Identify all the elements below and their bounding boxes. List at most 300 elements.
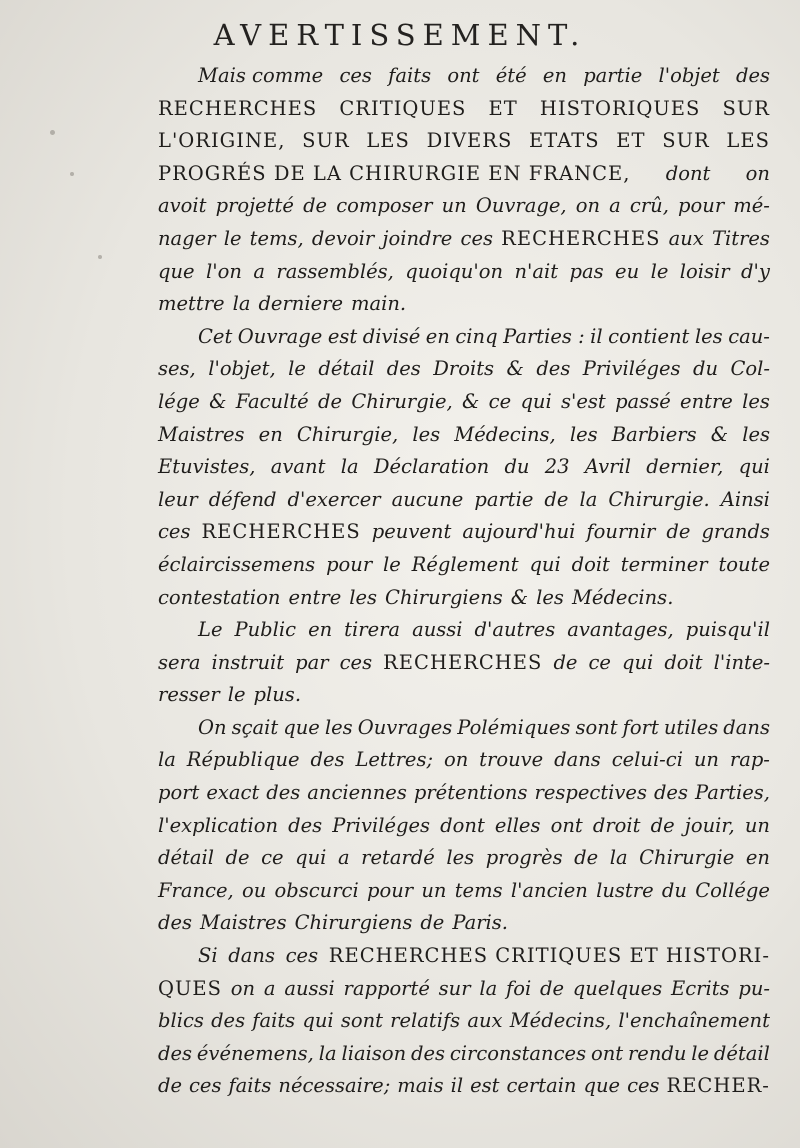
word: la	[158, 748, 176, 772]
word: pour	[366, 878, 414, 902]
word: événemens,	[196, 1041, 314, 1065]
word: que	[583, 1074, 621, 1098]
word: certain	[506, 1074, 577, 1098]
word: respectives	[534, 781, 647, 805]
word: Titres	[711, 226, 770, 250]
word: mais	[397, 1074, 444, 1098]
word: &	[710, 422, 729, 446]
word: RECHERCHES	[501, 226, 661, 250]
word: a	[609, 194, 621, 218]
word: ses,	[158, 357, 196, 381]
word: des	[536, 357, 571, 381]
word: Le	[198, 618, 223, 642]
word: retardé	[361, 846, 435, 870]
text-line	[158, 1038, 770, 1071]
word: loisir	[679, 259, 730, 283]
word: Chirurgie,	[351, 389, 453, 413]
word: QUES	[158, 976, 223, 1000]
word: l'objet,	[208, 357, 276, 381]
word: été	[495, 64, 527, 87]
word: qui	[529, 552, 561, 576]
word: exact	[206, 781, 260, 805]
word: Priviléges	[582, 357, 681, 381]
word: port	[158, 781, 200, 805]
word: n'ait	[514, 259, 559, 283]
word: des	[386, 357, 421, 381]
word: Etuvistes,	[158, 455, 256, 479]
word: dans	[554, 748, 601, 772]
body-text	[158, 60, 770, 1103]
paragraph	[158, 60, 770, 321]
word: Collége	[695, 878, 770, 902]
word: ces	[460, 226, 493, 250]
word: des	[288, 813, 323, 837]
word: par	[295, 650, 329, 674]
word: aux	[467, 1009, 503, 1033]
word: SUR	[662, 129, 710, 153]
word: qui	[738, 455, 770, 479]
word: a	[263, 976, 276, 1000]
word: on	[745, 161, 770, 185]
word: en	[425, 324, 450, 348]
word: ces	[285, 944, 319, 968]
word: Médecins.	[571, 585, 674, 609]
word: faits	[252, 1009, 296, 1033]
word: la	[232, 292, 251, 316]
word: LES	[726, 129, 770, 153]
word: ET	[488, 96, 518, 120]
word: L'ORIGINE,	[158, 129, 286, 153]
word: peuvent	[371, 520, 452, 544]
text-line	[158, 842, 770, 875]
word: de	[420, 911, 445, 935]
word: ont	[590, 1041, 624, 1065]
word: circonstances	[449, 1041, 587, 1065]
text-line	[158, 386, 770, 419]
word: la	[318, 1041, 337, 1065]
word: faits	[388, 64, 432, 87]
word: un	[441, 194, 467, 218]
word: Ecrits	[671, 976, 730, 1000]
word: du	[504, 455, 530, 479]
word: Lettres;	[355, 748, 434, 772]
text-line	[158, 353, 770, 386]
word: tems	[454, 878, 503, 902]
word: du	[693, 357, 719, 381]
word: Chirurgiens	[385, 585, 503, 609]
word: de	[539, 976, 565, 1000]
word: pour	[326, 552, 373, 576]
word: un	[421, 878, 447, 902]
word: leur	[158, 487, 198, 511]
word: les	[324, 715, 353, 739]
word: a	[253, 259, 265, 283]
word: terminer	[620, 552, 708, 576]
word: les	[742, 422, 770, 446]
word: en	[308, 618, 333, 642]
word: ces	[339, 64, 372, 87]
word: en	[745, 846, 770, 870]
word: de	[303, 194, 328, 218]
word: du	[661, 878, 687, 902]
word: en	[258, 422, 283, 446]
word: d'autres	[474, 618, 556, 642]
word: droit	[592, 813, 641, 837]
word: rapporté	[343, 976, 430, 1000]
foxing-spot	[70, 172, 74, 176]
text-line	[158, 516, 770, 549]
word: Avril	[584, 455, 631, 479]
word: de	[666, 520, 691, 544]
word: dans	[228, 944, 275, 968]
word: sera	[158, 650, 201, 674]
word: Ouvrages	[357, 715, 453, 739]
word: Chirurgiens	[294, 911, 413, 935]
word: de	[544, 487, 569, 511]
word: instruit	[211, 650, 285, 674]
word: Barbiers	[611, 422, 697, 446]
word: des	[158, 1041, 193, 1065]
word: passé	[615, 389, 671, 413]
word: l'enchaînement	[618, 1009, 770, 1033]
text-line	[158, 1005, 770, 1038]
word: dont	[440, 813, 485, 837]
word: un	[693, 748, 719, 772]
word: anciennes	[307, 781, 407, 805]
word: de	[318, 389, 343, 413]
word: RECHERCHES CRITIQUES ET HISTORI-	[328, 944, 770, 968]
word: de	[158, 1074, 183, 1098]
word: des	[211, 1009, 246, 1033]
text-line	[158, 712, 770, 745]
word: contestation	[158, 585, 281, 609]
word: rassemblés,	[276, 259, 394, 283]
word: projetté	[215, 194, 294, 218]
text-line	[158, 549, 770, 582]
word: ce	[488, 389, 512, 413]
word: grands	[701, 520, 770, 544]
word: le	[288, 357, 306, 381]
word: ces	[189, 1074, 222, 1098]
word: nécessaire;	[278, 1074, 391, 1098]
text-line	[158, 190, 770, 223]
word: l'inte-	[713, 650, 770, 674]
word: Mais comme	[198, 64, 324, 87]
word: éclaircissemens	[158, 552, 316, 576]
word: Maistres	[158, 422, 245, 446]
word: mé-	[733, 194, 770, 218]
word: composer	[336, 194, 433, 218]
word: des	[653, 781, 688, 805]
text-line	[158, 288, 770, 321]
word: ce	[261, 846, 284, 870]
word: eu	[615, 259, 640, 283]
word: République	[186, 748, 300, 772]
word: détail	[713, 1041, 770, 1065]
text-line	[158, 582, 770, 615]
word: est	[470, 1074, 500, 1098]
word: fort	[622, 715, 659, 739]
word: partie	[583, 64, 643, 87]
word: un	[744, 813, 770, 837]
word: tems,	[249, 226, 304, 250]
paragraph	[158, 940, 770, 1103]
text-line	[158, 679, 770, 712]
word: Si	[198, 944, 218, 968]
word: lustre	[596, 878, 654, 902]
word: crû,	[629, 194, 669, 218]
text-line	[158, 93, 770, 126]
word: joindre	[382, 226, 453, 250]
word: HISTORIQUES	[539, 96, 701, 120]
word: ces	[158, 520, 191, 544]
word: la	[579, 487, 598, 511]
word: Parties :	[503, 324, 585, 348]
text-line	[158, 777, 770, 810]
word: il	[450, 1074, 464, 1098]
text-line	[158, 940, 770, 973]
word: sont	[575, 715, 618, 739]
word: d'y	[740, 259, 770, 283]
text-line	[158, 451, 770, 484]
word: qui	[302, 1009, 334, 1033]
word: cau-	[728, 324, 770, 348]
text-line	[158, 875, 770, 908]
word: progrès	[485, 846, 563, 870]
word: Polémiques	[457, 715, 571, 739]
word: trouve	[479, 748, 544, 772]
word: RECHER-	[666, 1074, 770, 1098]
word: &	[462, 389, 480, 413]
word: pas	[569, 259, 604, 283]
text-line	[158, 907, 770, 940]
word: fournir	[586, 520, 656, 544]
word: Ouvrage	[237, 324, 323, 348]
word: dernier,	[646, 455, 724, 479]
text-line	[158, 223, 770, 256]
word: aussi	[284, 976, 335, 1000]
word: de	[225, 846, 250, 870]
word: Médecins,	[509, 1009, 612, 1033]
word: blics	[158, 1009, 204, 1033]
word: les	[536, 585, 564, 609]
word: de	[650, 813, 675, 837]
word: Chirurgie	[639, 846, 735, 870]
word: les	[349, 585, 378, 609]
word: on	[575, 194, 601, 218]
word: Ainsi	[720, 487, 770, 511]
word: &	[506, 357, 524, 381]
word: le	[650, 259, 669, 283]
paragraph	[158, 321, 770, 614]
word: aujourd'hui	[462, 520, 576, 544]
word: Maistres	[200, 911, 287, 935]
word: faits	[228, 1074, 272, 1098]
text-line	[158, 419, 770, 452]
word: des	[735, 64, 770, 87]
word: divisé	[362, 324, 421, 348]
word: ETATS	[529, 129, 600, 153]
word: avoit	[158, 194, 207, 218]
word: la	[340, 455, 359, 479]
text-line	[158, 60, 770, 93]
word: les	[569, 422, 598, 446]
word: Chirurgie,	[296, 422, 399, 446]
word: RECHERCHES	[158, 96, 318, 120]
word: nager	[158, 226, 216, 250]
word: de	[553, 650, 578, 674]
text-line	[158, 973, 770, 1006]
word: dans	[723, 715, 770, 739]
word: l'explication	[158, 813, 279, 837]
word: détail	[158, 846, 214, 870]
word: foi	[506, 976, 532, 1000]
word: l'ancien	[510, 878, 588, 902]
word: ET	[616, 129, 646, 153]
word: cinq	[455, 324, 498, 348]
word: puisqu'il	[685, 618, 770, 642]
paragraph	[158, 712, 770, 940]
word: de	[574, 846, 599, 870]
word: ont	[550, 813, 583, 837]
word: DIVERS	[426, 129, 513, 153]
word: doit	[571, 552, 610, 576]
foxing-spot	[98, 255, 102, 259]
word: qui	[295, 846, 327, 870]
word: France,	[158, 878, 234, 902]
word: il	[590, 324, 603, 348]
word: qui	[520, 389, 552, 413]
word: on	[443, 748, 469, 772]
word: &	[510, 585, 529, 609]
word: pour	[678, 194, 725, 218]
word: les	[412, 422, 441, 446]
word: Déclaration	[373, 455, 490, 479]
word: Col-	[730, 357, 770, 381]
word: On	[198, 715, 227, 739]
word: qui	[622, 650, 654, 674]
word: en	[542, 64, 567, 87]
word: les	[446, 846, 475, 870]
word: ces	[627, 1074, 660, 1098]
word: sur	[438, 976, 471, 1000]
word: rap-	[729, 748, 770, 772]
word: entre	[288, 585, 342, 609]
text-line	[158, 321, 770, 354]
word: dont	[665, 161, 711, 185]
word: les	[694, 324, 723, 348]
word: plus.	[253, 683, 302, 707]
word: devoir	[311, 226, 375, 250]
word: Chirurgie.	[608, 487, 710, 511]
word: ont	[447, 64, 480, 87]
word: Ouvrage,	[475, 194, 567, 218]
word: derniere	[258, 292, 343, 316]
word: des	[158, 911, 193, 935]
word: est	[327, 324, 358, 348]
text-line	[158, 1070, 770, 1103]
word: la	[609, 846, 628, 870]
word: rendu	[627, 1041, 687, 1065]
word: des	[411, 1041, 446, 1065]
word: resser	[158, 683, 220, 707]
word: ce	[588, 650, 611, 674]
text-line	[158, 158, 770, 191]
word: Droits	[433, 357, 495, 381]
word: l'on	[206, 259, 242, 283]
word: LES	[366, 129, 410, 153]
word: doit	[664, 650, 703, 674]
word: SUR	[722, 96, 770, 120]
text-line	[158, 810, 770, 843]
word: d'exercer	[287, 487, 381, 511]
paragraph	[158, 614, 770, 712]
word: sont	[340, 1009, 383, 1033]
word: celui-ci	[611, 748, 683, 772]
word: avantages,	[567, 618, 674, 642]
word: 23	[544, 455, 570, 479]
word: pu-	[738, 976, 770, 1000]
text-line	[158, 125, 770, 158]
word: Paris.	[452, 911, 508, 935]
word: sçait	[231, 715, 279, 739]
word: Priviléges	[332, 813, 431, 837]
word: le	[223, 226, 242, 250]
word: s'est	[561, 389, 606, 413]
word: a	[337, 846, 350, 870]
word: contient	[608, 324, 690, 348]
word: Faculté	[235, 389, 309, 413]
word: elles	[494, 813, 541, 837]
word: aussi	[412, 618, 463, 642]
word: la	[479, 976, 498, 1000]
word: que	[158, 259, 195, 283]
word: avant	[270, 455, 326, 479]
word: tirera	[344, 618, 401, 642]
word: entre	[680, 389, 733, 413]
word: RECHERCHES	[201, 520, 361, 544]
word: obscurci	[274, 878, 359, 902]
word: Parties,	[694, 781, 770, 805]
text-line	[158, 647, 770, 680]
word: liaison	[341, 1041, 407, 1065]
word: des	[266, 781, 301, 805]
word: RECHERCHES	[383, 650, 543, 674]
foxing-spot	[50, 130, 55, 135]
word: Médecins,	[454, 422, 556, 446]
word: Public	[234, 618, 297, 642]
word: on	[230, 976, 256, 1000]
word: ou	[241, 878, 267, 902]
word: le	[383, 552, 401, 576]
running-head: AVERTISSEMENT.	[213, 18, 587, 52]
word: &	[209, 389, 227, 413]
word: utiles	[663, 715, 719, 739]
text-line	[158, 256, 770, 289]
word: Réglement	[411, 552, 519, 576]
word: mettre	[158, 292, 225, 316]
word: ces	[339, 650, 373, 674]
word: partie	[474, 487, 534, 511]
text-line	[158, 744, 770, 777]
text-line	[158, 484, 770, 517]
word: CRITIQUES	[339, 96, 467, 120]
word: quoiqu'on	[405, 259, 504, 283]
word: lége	[158, 389, 200, 413]
word: PROGRÉS DE LA CHIRURGIE EN FRANCE,	[158, 161, 631, 185]
word: des	[310, 748, 345, 772]
word: prétentions	[413, 781, 528, 805]
